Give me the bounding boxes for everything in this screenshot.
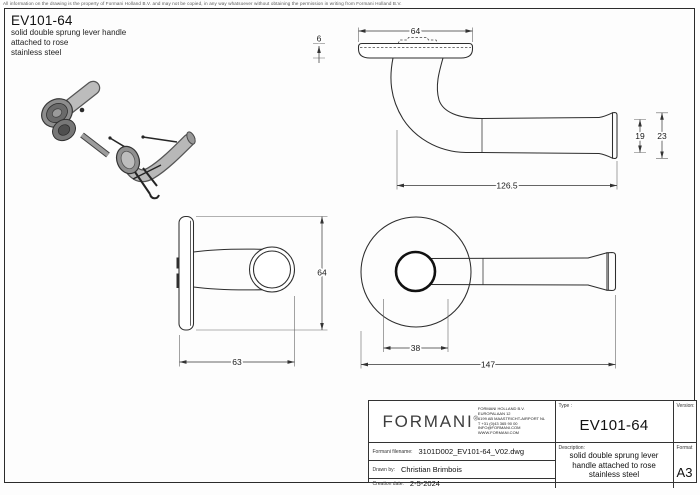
- dim-total-length: [361, 295, 616, 370]
- title-block: [368, 400, 697, 488]
- dim-projection: [397, 130, 617, 191]
- version-label: Version:: [676, 403, 695, 409]
- dim-grip-height: [634, 120, 646, 153]
- dim-rose-thickness: [313, 34, 325, 64]
- type-cell: [555, 401, 673, 442]
- creation-date-row: [369, 478, 555, 488]
- product-description-line: stainless steel: [11, 47, 62, 57]
- dim-label: 6: [316, 33, 322, 44]
- drawn-by-value: Christian Brimbois: [401, 465, 462, 474]
- filename-row: [369, 442, 555, 460]
- formani-logo: FORMANI®: [382, 411, 478, 431]
- type-value: EV101-64: [579, 417, 649, 434]
- drawn-by-row: [369, 460, 555, 478]
- company-address: FORMANI HOLLAND B.V. EUROPALAAN 12 6199 AB MAASTRICHT-AIRPORT NL T +31 (0)43 365 90 00 INFO@FORMANI.COM WWW.FORMANI.COM: [477, 406, 546, 436]
- dim-side-depth: [180, 296, 295, 367]
- description-value: solid double sprung lever handle attached to rose stainless steel: [569, 451, 659, 479]
- dim-label: 38: [410, 343, 421, 353]
- dim-label: 63: [232, 357, 242, 367]
- title-block-logo-cell: [369, 401, 555, 442]
- page-title: EV101-64: [11, 13, 73, 28]
- product-description-line: attached to rose: [11, 37, 69, 47]
- format-cell: [673, 442, 696, 488]
- filename-value: 3101D002_EV101-64_V02.dwg: [418, 447, 525, 456]
- dim-label: 19: [635, 131, 645, 141]
- view-side-profile: [177, 217, 295, 331]
- dim-label: 147: [480, 359, 496, 370]
- drawn-by-label: Drawn by:: [372, 466, 396, 473]
- dim-label: 23: [657, 131, 667, 141]
- creation-date-label: Creation date:: [372, 480, 404, 487]
- dim-neck-diameter: [384, 299, 449, 353]
- filename-label: Formani filename:: [372, 448, 413, 455]
- disclaimer-text: All information on the drawing is the property of Formani Holland B.V. and may not be copied, in any way whatsoever without obtaining the permission in writing from Formani Holland B.V.: [3, 1, 402, 6]
- dim-end-height: [656, 113, 668, 159]
- dim-label: 126.5: [496, 180, 518, 191]
- creation-date-value: 2-5-2024: [409, 479, 440, 488]
- dim-label: 64: [410, 26, 421, 36]
- dim-label: 64: [317, 267, 327, 278]
- product-description-line: solid double sprung lever handle: [11, 28, 127, 37]
- registered-mark: ®: [473, 415, 478, 422]
- type-label: Type :: [558, 403, 573, 409]
- format-value: A3: [676, 465, 693, 480]
- view-front: [361, 217, 616, 327]
- version-cell: [673, 401, 696, 442]
- format-label: Format: [676, 445, 693, 451]
- description-label: Description:: [558, 445, 585, 451]
- dim-rose-width: [359, 26, 473, 42]
- description-cell: [555, 442, 673, 488]
